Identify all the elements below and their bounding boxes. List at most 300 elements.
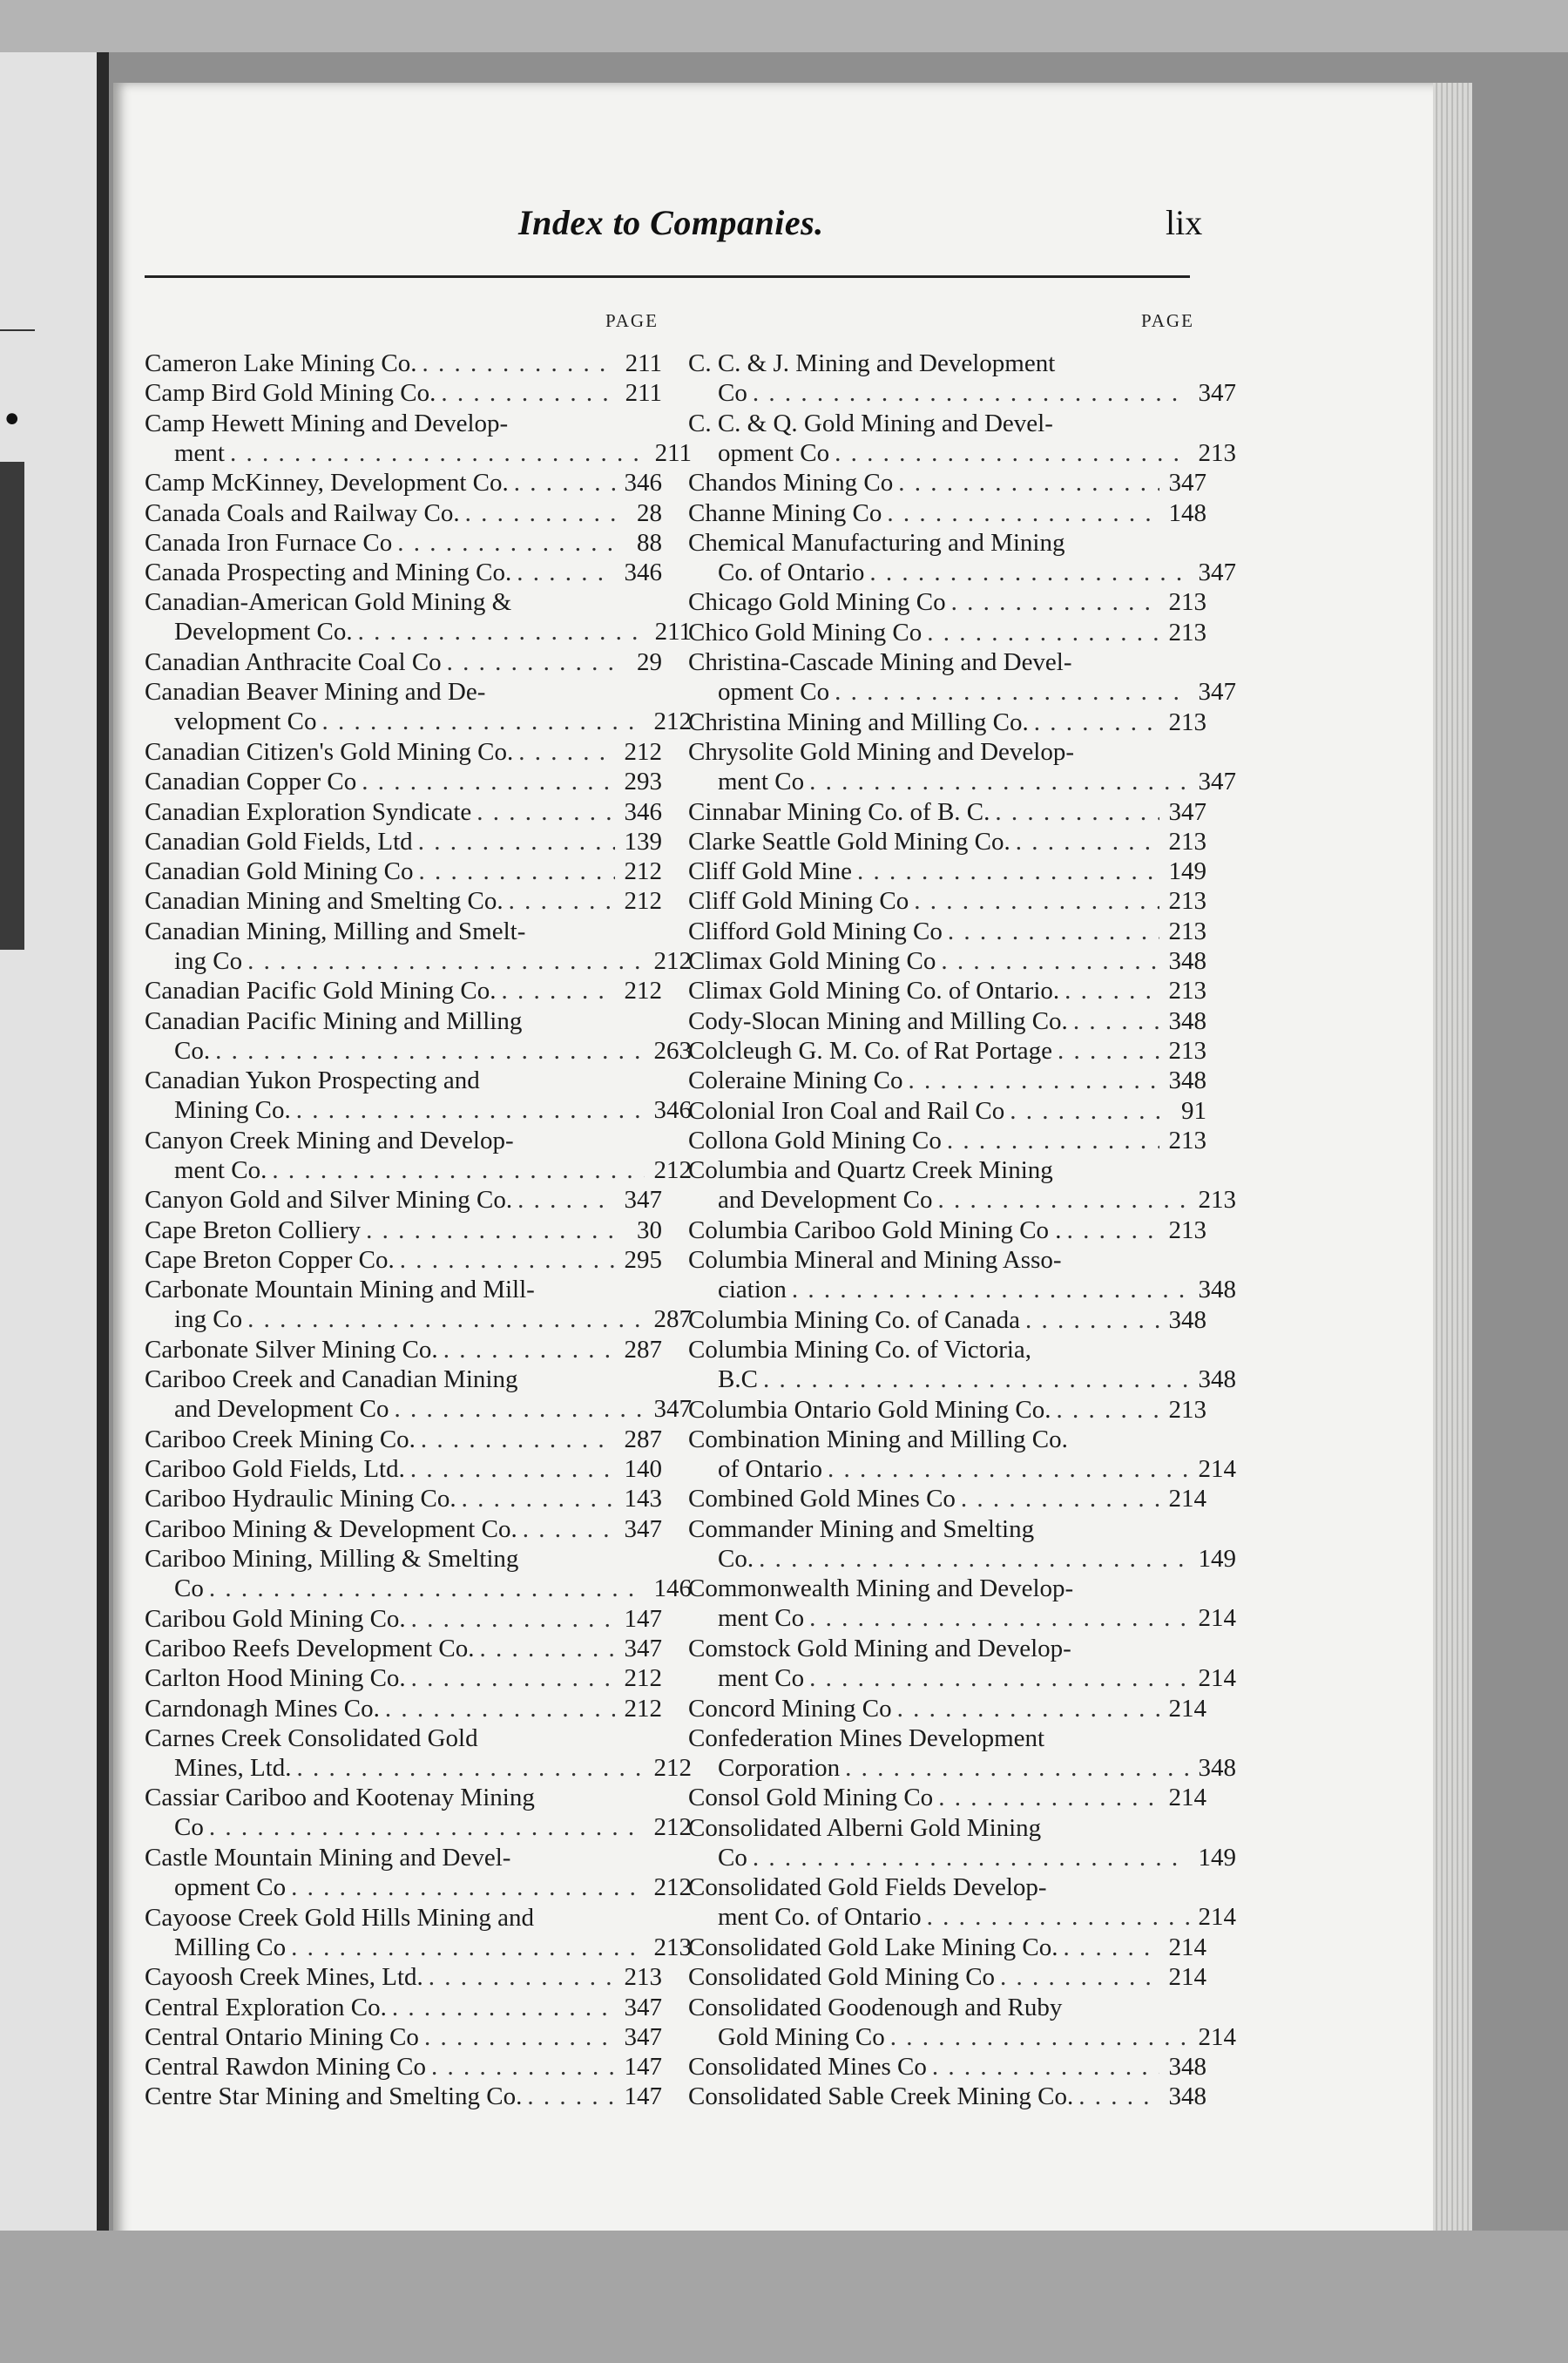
index-entry: [688, 1245, 1236, 1304]
entry-name: Central Exploration Co.: [145, 1993, 387, 2021]
entry-page-number: 214: [1198, 1903, 1236, 1932]
index-entry: [145, 1514, 662, 1544]
entry-name: Columbia Ontario Gold Mining Co.: [688, 1395, 1051, 1424]
entry-name: Chicago Gold Mining Co: [688, 588, 946, 617]
entry-name-line: Canadian Pacific Mining and Milling: [145, 1006, 523, 1035]
index-entry: [688, 618, 1206, 647]
leader-dots: [422, 349, 615, 378]
entry-page-number: 91: [1181, 1096, 1206, 1125]
entry-name: Carbonate Silver Mining Co.: [145, 1335, 438, 1364]
entry-page-number: 140: [624, 1455, 662, 1484]
entry-name: ciation: [718, 1276, 787, 1303]
entry-page-number: 346: [624, 559, 662, 587]
entry-name: Colcleugh G. M. Co. of Rat Portage: [688, 1036, 1053, 1065]
entry-name: Cape Breton Colliery: [145, 1215, 362, 1244]
entry-page-number: 213: [1168, 887, 1206, 916]
index-entry: [688, 587, 1206, 617]
leader-dots: [845, 1753, 1189, 1783]
index-entry: [688, 1933, 1206, 1962]
leader-dots: [1078, 2082, 1159, 2111]
entry-page-number: 348: [1168, 2082, 1206, 2111]
leader-dots: [418, 827, 615, 857]
index-entry: [145, 558, 662, 587]
index-entry: [688, 2082, 1206, 2111]
index-entry: [145, 797, 662, 827]
index-entry: [688, 1484, 1206, 1513]
facing-page-fragment: [0, 52, 109, 2265]
entry-name: Co: [174, 1574, 204, 1602]
leader-dots: [517, 1185, 615, 1215]
entry-name: Centre Star Mining and Smelting Co.: [145, 2082, 523, 2111]
entry-page-number: 347: [624, 1186, 662, 1215]
index-entry: [688, 1694, 1206, 1723]
leader-dots: [517, 558, 615, 587]
header-rule: [145, 275, 1190, 278]
index-entry: [688, 1096, 1206, 1126]
index-entry: [145, 2082, 662, 2111]
entry-name-line: Commonwealth Mining and Develop-: [688, 1574, 1074, 1603]
leader-dots: [1067, 1215, 1159, 1245]
entry-page-number: 139: [624, 827, 662, 856]
index-entry: [145, 1066, 692, 1125]
entry-page-number: 212: [653, 1155, 692, 1184]
entry-page-number: 212: [653, 1873, 692, 1901]
index-entry: [145, 1126, 692, 1185]
index-entry: [145, 1843, 692, 1902]
entry-page-number: 287: [653, 1305, 692, 1334]
leader-dots: [272, 1155, 645, 1185]
page-edges: [1433, 83, 1472, 2270]
entry-page-number: 348: [1198, 1276, 1236, 1303]
index-entry: [145, 677, 692, 736]
entry-name-line: Comstock Gold Mining and Develop-: [688, 1634, 1071, 1662]
entry-name: Camp McKinney, Development Co.: [145, 469, 509, 498]
entry-name: Co: [718, 1843, 747, 1872]
entry-name: Canadian Gold Mining Co: [145, 857, 414, 886]
entry-name: Cameron Lake Mining Co.: [145, 349, 417, 377]
index-entry: [688, 1634, 1236, 1693]
index-entry: [688, 708, 1206, 737]
index-entry: [688, 647, 1236, 707]
facing-page-illustration: [0, 462, 24, 950]
entry-page-number: 347: [624, 1634, 662, 1662]
leader-dots: [411, 1663, 615, 1693]
index-entry: [145, 917, 692, 976]
entry-page-number: 347: [624, 1993, 662, 2021]
entry-page-number: 146: [653, 1574, 692, 1602]
leader-dots: [431, 2052, 615, 2082]
index-entry: [688, 917, 1206, 946]
index-entry: [688, 976, 1206, 1005]
entry-name: Co: [174, 1813, 204, 1842]
entry-name: ing Co: [174, 1305, 243, 1334]
entry-page-number: 346: [653, 1096, 692, 1125]
entry-name: Clarke Seattle Gold Mining Co.: [688, 827, 1010, 856]
entry-page-number: 287: [624, 1335, 662, 1364]
index-entry: [145, 1275, 692, 1334]
leader-dots: [400, 1245, 615, 1275]
entry-name: Cariboo Mining & Development Co.: [145, 1514, 517, 1543]
leader-dots: [291, 1933, 645, 1962]
entry-name: Cliff Gold Mining Co: [688, 887, 909, 916]
leader-dots: [759, 1544, 1189, 1574]
entry-name: Cariboo Reefs Development Co.: [145, 1634, 475, 1662]
entry-name-line: Chrysolite Gold Mining and Develop-: [688, 737, 1075, 766]
index-entry: [145, 1723, 692, 1783]
entry-page-number: 346: [624, 797, 662, 826]
entry-page-number: 348: [1168, 1305, 1206, 1334]
leader-dots: [961, 1484, 1159, 1513]
entry-page-number: 214: [1198, 2022, 1236, 2051]
entry-name: Gold Mining Co: [718, 2022, 885, 2051]
leader-dots: [518, 737, 615, 767]
leader-dots: [523, 1514, 615, 1544]
entry-name: Canyon Gold and Silver Mining Co.: [145, 1186, 513, 1215]
leader-dots: [1010, 1096, 1159, 1126]
index-entry: [688, 1962, 1206, 1992]
index-entry: [145, 1634, 662, 1663]
entry-page-number: 28: [637, 498, 662, 527]
leader-dots: [898, 468, 1159, 498]
scan-background-bottom: [0, 2231, 1568, 2363]
leader-dots: [419, 857, 615, 886]
index-entry: [145, 1425, 662, 1454]
leader-dots: [948, 917, 1159, 946]
leader-dots: [1000, 1962, 1159, 1992]
leader-dots: [835, 677, 1189, 707]
index-entry: [145, 767, 662, 796]
leader-dots: [397, 528, 615, 558]
entry-page-number: 347: [1198, 558, 1236, 586]
entry-name: Cinnabar Mining Co. of B. C.: [688, 797, 990, 826]
index-entry: [688, 1126, 1206, 1155]
index-entry: [688, 1813, 1236, 1872]
index-entry: [688, 1215, 1206, 1245]
entry-page-number: 346: [624, 469, 662, 498]
index-entry: [688, 1993, 1236, 2052]
index-entry: [688, 1036, 1206, 1066]
entry-page-number: 347: [1168, 469, 1206, 498]
index-entry: [145, 1663, 662, 1693]
leader-dots: [809, 767, 1189, 796]
entry-name: Columbia Mining Co. of Canada: [688, 1305, 1020, 1334]
index-entry: [688, 886, 1206, 916]
entry-name: Concord Mining Co: [688, 1694, 892, 1723]
leader-dots: [209, 1574, 645, 1603]
leader-dots: [441, 378, 615, 408]
leader-dots: [476, 797, 615, 827]
entry-name-line: Commander Mining and Smelting: [688, 1514, 1035, 1543]
entry-name: Co. of Ontario: [718, 558, 865, 586]
entry-name-line: Confederation Mines Development: [688, 1723, 1045, 1752]
leader-dots: [366, 1215, 615, 1245]
index-entry: [145, 1245, 662, 1275]
entry-name: Corporation: [718, 1753, 841, 1782]
entry-name: Canadian Anthracite Coal Co: [145, 648, 442, 676]
entry-page-number: 214: [1168, 1694, 1206, 1723]
entry-page-number: 29: [637, 648, 662, 676]
entry-name: and Development Co: [718, 1186, 933, 1215]
entry-name: Chico Gold Mining Co: [688, 618, 923, 647]
index-entry: [688, 1066, 1206, 1095]
index-entry: [688, 857, 1206, 886]
entry-page-number: 213: [1168, 1395, 1206, 1424]
index-entry: [145, 2052, 662, 2082]
entry-name: Canada Prospecting and Mining Co.: [145, 559, 512, 587]
entry-page-number: 211: [625, 349, 662, 377]
entry-name: Consolidated Sable Creek Mining Co.: [688, 2082, 1074, 2111]
entry-name: Consol Gold Mining Co: [688, 1784, 934, 1812]
entry-name-line: Christina-Cascade Mining and Devel-: [688, 648, 1072, 676]
page-column-label-right: PAGE: [1141, 310, 1194, 331]
entry-name: Consolidated Mines Co: [688, 2053, 927, 2082]
entry-name: ment Co.: [174, 1155, 267, 1184]
entry-page-number: 213: [1168, 1215, 1206, 1244]
page-number: lix: [1166, 203, 1203, 242]
entry-name-line: C. C. & J. Mining and Development: [688, 349, 1056, 377]
entry-name: Camp Bird Gold Mining Co.: [145, 379, 436, 408]
entry-page-number: 88: [637, 528, 662, 557]
entry-name: ment Co. of Ontario: [718, 1903, 922, 1932]
leader-dots: [362, 767, 615, 796]
leader-dots: [951, 587, 1159, 617]
leader-dots: [938, 1783, 1159, 1812]
leader-dots: [927, 1902, 1189, 1932]
entry-page-number: 348: [1168, 947, 1206, 975]
entry-name-line: Carnes Creek Consolidated Gold: [145, 1723, 478, 1752]
leader-dots: [1016, 827, 1159, 857]
entry-page-number: 149: [1198, 1544, 1236, 1573]
entry-page-number: 347: [653, 1395, 692, 1424]
entry-page-number: 263: [653, 1036, 692, 1065]
leader-dots: [1064, 976, 1159, 1005]
entry-page-number: 213: [1168, 827, 1206, 856]
entry-page-number: 213: [1168, 708, 1206, 736]
index-entry: [688, 1006, 1206, 1036]
index-entry: [145, 468, 662, 498]
entry-page-number: 212: [653, 946, 692, 975]
leader-dots: [932, 2052, 1159, 2082]
entry-name: velopment Co: [174, 708, 317, 736]
entry-page-number: 213: [1198, 438, 1236, 467]
entry-name: and Development Co: [174, 1395, 389, 1424]
leader-dots: [947, 1126, 1159, 1155]
entry-name-line: Camp Hewett Mining and Develop-: [145, 409, 509, 437]
leader-dots: [480, 1634, 615, 1663]
leader-dots: [462, 1484, 615, 1513]
entry-page-number: 212: [653, 1813, 692, 1842]
leader-dots: [857, 857, 1159, 886]
entry-page-number: 348: [1168, 1066, 1206, 1095]
entry-page-number: 148: [1168, 498, 1206, 527]
entry-page-number: 212: [653, 708, 692, 736]
entry-page-number: 211: [625, 379, 662, 408]
index-entry: [145, 976, 662, 1005]
entry-page-number: 213: [653, 1933, 692, 1961]
entry-name: opment Co: [174, 1873, 287, 1901]
leader-dots: [887, 498, 1159, 528]
index-entry: [145, 349, 662, 378]
index-entry: [688, 1783, 1206, 1812]
entry-page-number: 212: [624, 737, 662, 766]
running-title: Index to Companies.: [518, 203, 824, 242]
entry-name: Cariboo Hydraulic Mining Co.: [145, 1485, 456, 1513]
index-entry: [145, 1454, 662, 1484]
leader-dots: [429, 1962, 615, 1992]
index-entry: [688, 946, 1206, 976]
entry-name: Cody-Slocan Mining and Milling Co.: [688, 1006, 1068, 1035]
entry-page-number: 213: [1168, 1126, 1206, 1154]
entry-name-line: Consolidated Gold Fields Develop-: [688, 1873, 1047, 1902]
entry-name-line: Canyon Creek Mining and Develop-: [145, 1126, 514, 1154]
index-entry: [145, 2022, 662, 2052]
entry-page-number: 214: [1168, 1963, 1206, 1992]
entry-name: Cariboo Gold Fields, Ltd.: [145, 1455, 405, 1484]
entry-name: Canadian Exploration Syndicate: [145, 797, 472, 826]
index-entry: [145, 1993, 662, 2022]
page-column-label-left: PAGE: [605, 310, 659, 331]
index-entry: [145, 1604, 662, 1634]
index-entry: [145, 587, 692, 647]
entry-name: Climax Gold Mining Co. of Ontario.: [688, 977, 1060, 1005]
index-entry: [688, 827, 1206, 857]
index-entry: [145, 886, 662, 916]
leader-dots: [897, 1694, 1159, 1723]
entry-page-number: 212: [624, 1694, 662, 1723]
entry-name: Columbia Cariboo Gold Mining Co .: [688, 1215, 1062, 1244]
entry-name: Consolidated Gold Mining Co: [688, 1963, 996, 1992]
index-entry: [688, 1872, 1236, 1932]
leader-dots: [421, 1425, 615, 1454]
entry-page-number: 147: [624, 2053, 662, 2082]
entry-page-number: 147: [624, 1604, 662, 1633]
entry-page-number: 149: [1198, 1843, 1236, 1872]
entry-name: Carlton Hood Mining Co.: [145, 1664, 406, 1693]
leader-dots: [209, 1812, 645, 1842]
entry-name-line: C. C. & Q. Gold Mining and Devel-: [688, 409, 1053, 437]
entry-name: of Ontario: [718, 1454, 822, 1483]
entry-page-number: 211: [654, 618, 692, 647]
entry-name: Milling Co: [174, 1933, 287, 1961]
index-entry: [688, 468, 1206, 498]
entry-name-line: Consolidated Alberni Gold Mining: [688, 1813, 1042, 1842]
entry-name: Co: [718, 379, 747, 407]
index-entry: [145, 1903, 692, 1962]
entry-page-number: 149: [1168, 857, 1206, 886]
leader-dots: [908, 1066, 1159, 1095]
scan-background-top: [0, 0, 1568, 52]
entry-name: Mining Co.: [174, 1096, 291, 1125]
entry-page-number: 347: [624, 1514, 662, 1543]
leader-dots: [995, 797, 1159, 827]
index-entry: [145, 1962, 662, 1992]
entry-page-number: 214: [1198, 1663, 1236, 1692]
entry-name: Mines, Ltd.: [174, 1753, 292, 1782]
leader-dots: [792, 1275, 1189, 1304]
entry-name: Canadian Gold Fields, Ltd: [145, 827, 413, 856]
entry-page-number: 213: [1168, 977, 1206, 1005]
entry-name-line: Canadian Mining, Milling and Smelt-: [145, 917, 526, 945]
entry-page-number: 211: [654, 438, 692, 467]
leader-dots: [247, 946, 645, 976]
entry-page-number: 147: [624, 2082, 662, 2111]
entry-name: Caribou Gold Mining Co.: [145, 1604, 406, 1633]
leader-dots: [1058, 1036, 1159, 1066]
entry-name-line: Castle Mountain Mining and Devel-: [145, 1844, 511, 1872]
entry-name-line: Cayoose Creek Gold Hills Mining and: [145, 1903, 535, 1932]
entry-page-number: 347: [1168, 797, 1206, 826]
leader-dots: [828, 1454, 1189, 1484]
entry-page-number: 347: [1198, 678, 1236, 706]
entry-name: ing Co: [174, 946, 243, 975]
entry-name: Clifford Gold Mining Co: [688, 917, 943, 945]
facing-page-rule: [0, 329, 35, 331]
entry-name-line: Cariboo Creek and Canadian Mining: [145, 1365, 518, 1394]
entry-name: Carndonagh Mines Co.: [145, 1694, 380, 1723]
entry-name-line: Carbonate Mountain Mining and Mill-: [145, 1276, 535, 1304]
index-entry: [145, 1783, 692, 1842]
entry-name: Canadian Mining and Smelting Co.: [145, 887, 504, 916]
entry-name: Co.: [174, 1036, 211, 1065]
entry-page-number: 214: [1198, 1604, 1236, 1633]
entry-page-number: 347: [1198, 767, 1236, 796]
leader-dots: [230, 438, 645, 468]
leader-dots: [297, 1753, 645, 1783]
index-entry: [145, 827, 662, 857]
entry-name: Colonial Iron Coal and Rail Co: [688, 1096, 1005, 1125]
index-entry: [688, 2052, 1206, 2082]
entry-name: Cayoosh Creek Mines, Ltd.: [145, 1963, 423, 1992]
leader-dots: [937, 1185, 1189, 1215]
entry-page-number: 213: [1168, 917, 1206, 945]
leader-dots: [763, 1364, 1189, 1394]
entry-name: ment: [174, 438, 225, 467]
entry-page-number: 214: [1168, 1933, 1206, 1961]
entry-name-line: Cassiar Cariboo and Kootenay Mining: [145, 1784, 535, 1812]
entry-name: Canadian Copper Co: [145, 768, 357, 796]
index-entry: [145, 1335, 662, 1364]
index-entry: [145, 1364, 692, 1424]
entry-name: Collona Gold Mining Co: [688, 1126, 942, 1154]
entry-name: B.C: [718, 1364, 758, 1393]
entry-page-number: 30: [637, 1215, 662, 1244]
index-entry: [688, 1514, 1236, 1574]
entry-name-line: Combination Mining and Milling Co.: [688, 1425, 1068, 1453]
entry-name: ment Co: [718, 1604, 805, 1633]
entry-name-line: Canadian Beaver Mining and De-: [145, 678, 486, 707]
leader-dots: [465, 498, 615, 528]
index-entry: [145, 1484, 662, 1513]
entry-page-number: 213: [624, 1963, 662, 1992]
leader-dots: [358, 617, 645, 647]
index-entry: [145, 647, 662, 677]
leader-dots: [927, 618, 1159, 647]
leader-dots: [941, 946, 1159, 976]
entry-name: opment Co: [718, 678, 830, 706]
index-entry: [145, 1185, 662, 1215]
entry-page-number: 347: [624, 2022, 662, 2051]
leader-dots: [247, 1304, 645, 1334]
index-entry: [688, 1335, 1236, 1394]
entry-name: opment Co: [718, 438, 830, 467]
entry-name: ment Co: [718, 767, 805, 796]
entry-name: Christina Mining and Milling Co.: [688, 708, 1029, 736]
entry-name-line: Canadian-American Gold Mining &: [145, 588, 512, 617]
entry-page-number: 212: [624, 1664, 662, 1693]
entry-name: Development Co.: [174, 618, 353, 647]
entry-name: Consolidated Gold Lake Mining Co.: [688, 1933, 1058, 1961]
index-entry: [688, 1425, 1236, 1484]
